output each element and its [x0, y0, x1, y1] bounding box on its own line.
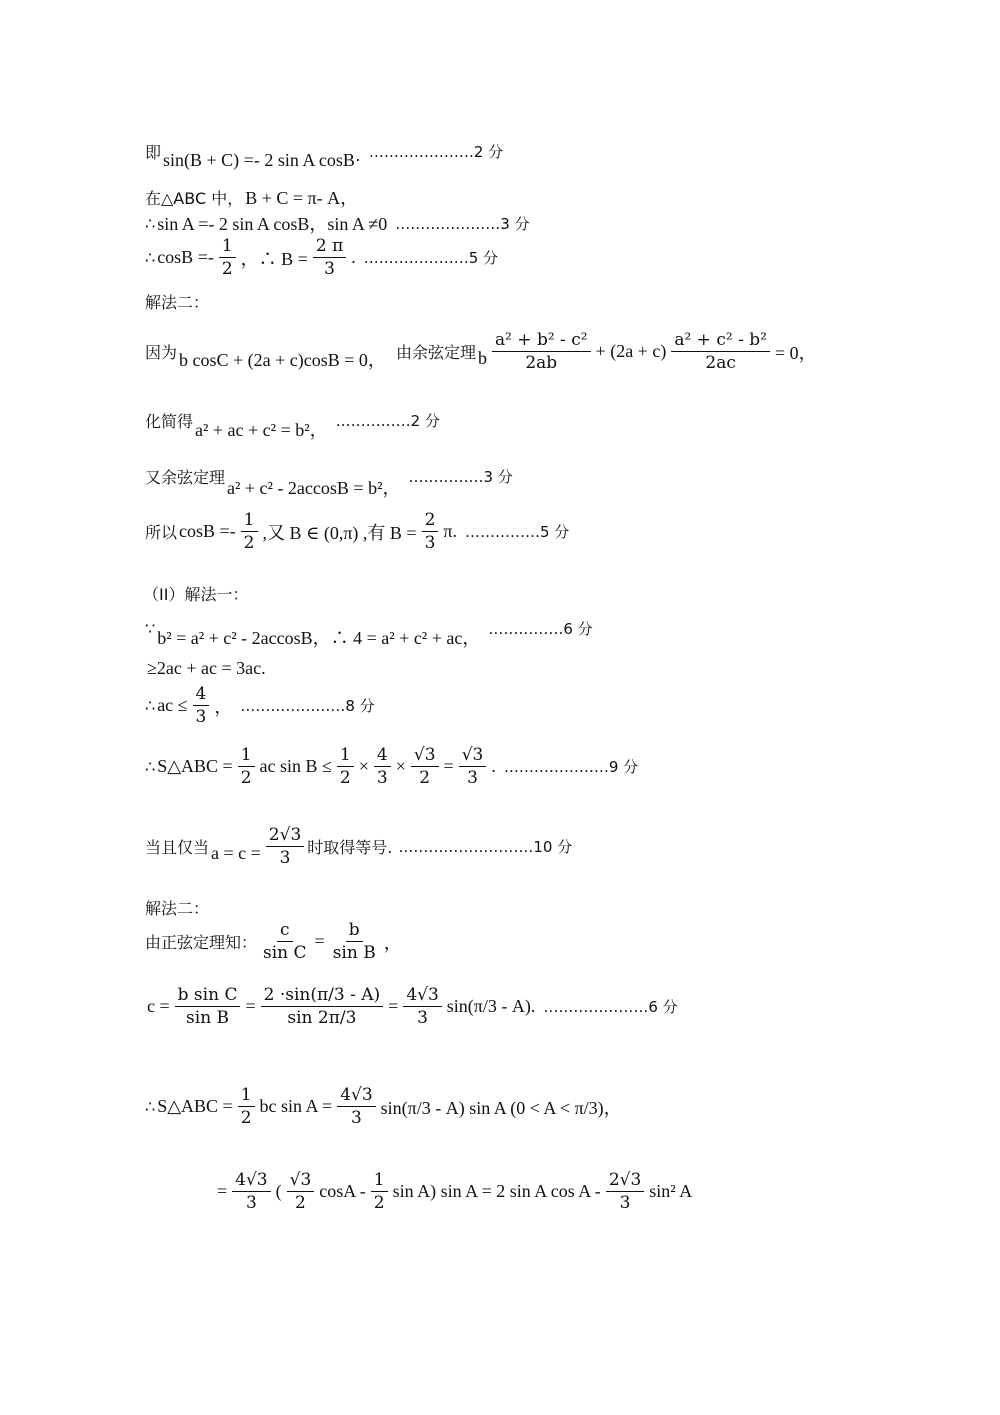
score-marker: ………………………10 分 [398, 838, 573, 857]
fraction: $\frac{4}{3}$ [193, 684, 210, 728]
fraction: $\frac{4√3}{3}$ [403, 985, 441, 1029]
math-expression: sin(π/3 - A). [446, 996, 536, 1017]
line-4 [145, 236, 498, 280]
math-expression: × [358, 756, 369, 777]
math-expression: ac sin B ≤ [259, 756, 332, 777]
math-expression: ac ≤ [157, 695, 188, 716]
math-expression: a = c = [211, 843, 261, 864]
line-10 [143, 582, 248, 605]
math-expression: ,又 B ∈ (0,π) ,有 B = [262, 522, 417, 543]
therefore-symbol: ∴ [145, 1097, 156, 1117]
score-marker: …………………6 分 [543, 998, 678, 1017]
math-expression: = [443, 756, 454, 777]
line-18 [145, 985, 678, 1029]
math-expression: + (2a + c) [595, 341, 667, 362]
text-mid: 时取得等号. [307, 838, 393, 858]
score-marker: ……………3 分 [408, 467, 513, 486]
math-expression: cosA - [319, 1181, 366, 1202]
math-expression: a² + ac + c² = b²， [195, 420, 328, 440]
fraction: $\frac{\text{a² + c² - b²}}{2ac}$ [671, 330, 770, 374]
line-2 [145, 184, 360, 210]
math-expression: bc sin A = [259, 1096, 333, 1117]
fraction: $\frac{1}{2}$ [238, 745, 255, 789]
fraction: $\frac{2}{3}$ [422, 510, 439, 554]
fraction: $\frac{2√3}{3}$ [606, 1170, 644, 1214]
section-heading: 解法二： [145, 293, 210, 312]
fraction: $\frac{\text{b sin C}}{\text{sin B}}$ [175, 985, 241, 1029]
line-1 [145, 132, 503, 171]
line-7 [145, 398, 440, 442]
line-16 [145, 896, 209, 919]
text-mid: 由余弦定理 [395, 343, 476, 363]
math-expression: . [351, 247, 356, 268]
math-expression: = [245, 996, 256, 1017]
math-expression: ≥2ac + ac = 3ac. [147, 658, 266, 678]
fraction: $\frac{1}{2}$ [219, 236, 236, 280]
math-expression: × [395, 756, 406, 777]
math-expression: c = [147, 996, 170, 1017]
text-prefix: 因为 [145, 343, 178, 363]
math-expression: = [217, 1181, 228, 1202]
text-prefix: 化简得 [145, 411, 194, 431]
math-expression: = [314, 931, 325, 952]
math-expression: cosB =- [157, 247, 214, 268]
score-marker: …………………9 分 [503, 758, 639, 777]
math-expression: . [491, 756, 496, 777]
fraction: $\frac{4√3}{3}$ [232, 1170, 270, 1214]
text-prefix: 即 [145, 143, 162, 162]
fraction: $\frac{4}{3}$ [374, 745, 391, 789]
line-6 [145, 330, 819, 374]
math-expression: sin(B + C) =- 2 sin A cosB· [163, 150, 361, 170]
math-expression: S△ABC = [157, 756, 233, 777]
fraction: $\frac{2 \pi}{3}$ [313, 236, 346, 280]
math-expression: cosB =- [179, 521, 236, 542]
section-heading: 解法二： [145, 899, 210, 918]
math-expression: = 0， [774, 342, 817, 363]
because-symbol: ∵ [145, 618, 156, 638]
therefore-symbol: ∴ [145, 248, 156, 268]
score-marker: ……………2 分 [335, 411, 440, 430]
math-expression: S△ABC = [157, 1096, 233, 1117]
math-expression: = [388, 996, 399, 1017]
math-expression: b [477, 348, 487, 369]
math-expression: B + C = π- A， [245, 188, 359, 208]
fraction: $\frac{1}{2}$ [238, 1085, 255, 1129]
math-expression: sin A =- 2 sin A cosB，sin A ≠0 [157, 214, 388, 234]
line-20 [215, 1170, 694, 1214]
line-9 [145, 510, 569, 554]
score-marker: …………………3 分 [395, 214, 530, 233]
fraction: $\frac{2√3}{3}$ [266, 825, 304, 869]
math-expression: b cosC + (2a + c)cosB = 0， [179, 349, 386, 370]
math-expression: b² = a² + c² - 2accosB，∴ 4 = a² + c² + ac， [157, 628, 481, 648]
section-heading: （II）解法一： [143, 585, 249, 604]
math-expression: sin² A [649, 1181, 693, 1202]
score-marker: …………………2 分 [368, 143, 504, 161]
score-marker: ……………5 分 [465, 523, 570, 542]
fraction: $\frac{2 \cdot\sin(\pi/3 - A)}{\sin 2\pi/3}$ [261, 985, 384, 1029]
fraction: $\frac{1}{2}$ [337, 745, 354, 789]
line-19 [145, 1085, 624, 1129]
fraction: $\frac{√3}{3}$ [459, 745, 487, 789]
line-12 [145, 658, 268, 679]
text-prefix: 所以 [145, 523, 178, 543]
fraction: $\frac{\text{a² + b² - c²}}{2ab}$ [492, 330, 591, 374]
math-expression: sin A) sin A = 2 sin A cos A - [392, 1181, 601, 1202]
therefore-symbol: ∴ [145, 757, 156, 777]
line-17 [145, 920, 404, 964]
line-13 [145, 684, 375, 728]
text-prefix: 当且仅当 [145, 838, 210, 858]
fraction: $\frac{4√3}{3}$ [337, 1085, 375, 1129]
math-expression: π. [443, 521, 457, 542]
fraction: $\frac{c}{\text{sin C}}$ [263, 920, 307, 964]
fraction: $\frac{√3}{2}$ [287, 1170, 315, 1214]
math-expression: sin(π/3 - A) sin A (0 < A < π/3)， [380, 1097, 622, 1118]
line-3 [145, 210, 530, 236]
fraction: $\frac{1}{2}$ [371, 1170, 388, 1214]
math-expression: ， [383, 932, 402, 953]
line-11 [145, 606, 593, 650]
therefore-symbol: ∴ [145, 696, 156, 716]
score-marker: ……………6 分 [488, 619, 593, 638]
fraction: $\frac{1}{2}$ [241, 510, 258, 554]
therefore-symbol: ∴ [145, 213, 156, 233]
math-expression: ， [214, 696, 233, 717]
line-14 [145, 745, 638, 789]
fraction: $\frac{b}{\text{sin B}}$ [332, 920, 376, 964]
score-marker: …………………5 分 [363, 249, 499, 268]
line-8 [145, 452, 513, 500]
text-prefix: 在△ABC 中， [145, 188, 244, 208]
text-prefix: 又余弦定理 [145, 467, 226, 487]
score-marker: …………………8 分 [240, 697, 375, 716]
text-prefix: 由正弦定理知： [145, 933, 258, 953]
fraction: $\frac{√3}{2}$ [411, 745, 439, 789]
line-15 [145, 825, 572, 869]
line-5 [145, 290, 209, 313]
math-expression: a² + c² - 2accosB = b²， [227, 478, 401, 498]
math-expression: ，∴ B = [240, 248, 308, 269]
math-expression: ( [275, 1181, 282, 1202]
